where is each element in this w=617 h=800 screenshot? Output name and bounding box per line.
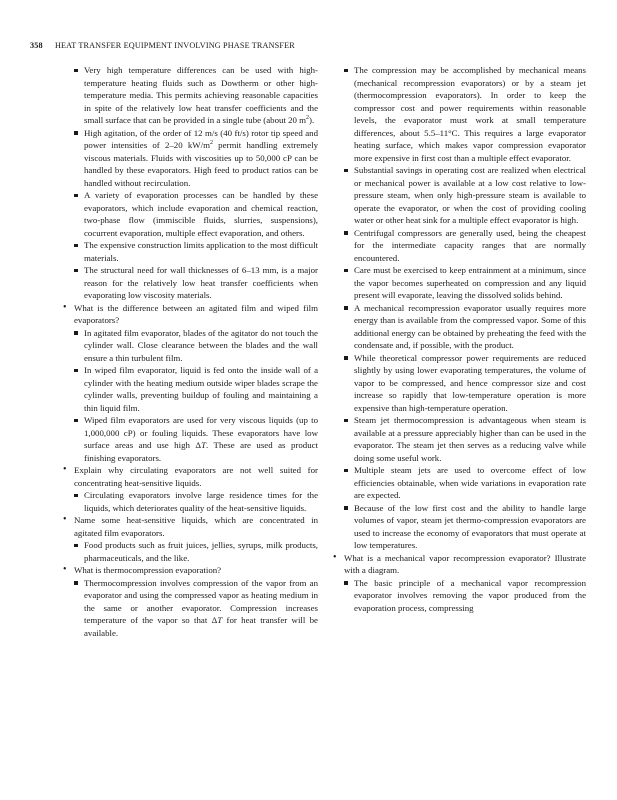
superscript: 2 bbox=[306, 115, 310, 122]
bullet-text: Centrifugal compressors are generally used, being the cheapest for the intermediate capacity ranges that are normally encountered. bbox=[354, 227, 586, 263]
bullet-text: Steam jet thermocompression is advantageous when steam is available at a pressure appreciably higher than can be used in the evaporator. The steam jet then serves as a reducing valve while doing some useful work. bbox=[354, 415, 586, 463]
question-text: What is a mechanical vapor recompression evaporator? Illustrate with a diagram. bbox=[344, 552, 586, 575]
bullet-text: Food products such as fruit juices, jellies, syrups, milk products, pharmaceuticals, and the like. bbox=[84, 540, 318, 563]
italic-symbol: T bbox=[201, 440, 207, 450]
bullet-text: The basic principle of a mechanical vapor recompression evaporator involves removing the vapor produced from the evaporation process, compressing bbox=[354, 577, 586, 613]
bullet-text: Because of the low first cost and the ability to handle large volumes of vapor, steam jet thermo-compression evaporators are used to increase the economy of evaporators that must operate at low temperatures. bbox=[354, 502, 586, 550]
question-text: Name some heat-sensitive liquids, which are concentrated in agitated film evaporators. bbox=[74, 515, 318, 538]
bullet-item bbox=[73, 239, 318, 264]
bullet-text: Care must be exercised to keep entrainment at a minimum, since the vapor becomes superheated on compression and any liquid present will evaporate, leaving the dissolved solids behind. bbox=[354, 265, 586, 300]
bullet-text: for heat transfer will be available. bbox=[84, 615, 318, 638]
bullet-item bbox=[343, 64, 586, 164]
bullet-item bbox=[343, 577, 586, 615]
bullet-group bbox=[62, 577, 318, 640]
question-item bbox=[332, 552, 586, 577]
bullet-group bbox=[62, 489, 318, 514]
bullet-text: Multiple steam jets are used to overcome effect of low efficiencies obtainable, when wide variations in evaporation rate are expected. bbox=[354, 465, 586, 500]
bullet-text: In wiped film evaporator, liquid is fed onto the inside wall of a cylinder with the heating medium outside wiper blades scrape the cylinder walls, preventing buildup of fouling and maintaining a thin liquid film. bbox=[84, 365, 318, 413]
bullet-group bbox=[332, 64, 586, 552]
bullet-item bbox=[343, 502, 586, 552]
bullet-item bbox=[73, 539, 318, 564]
bullet-text: While theoretical compressor power requirements are reduced slightly by using lower evaporating temperatures, the volume of vapor to be compressed, and hence compressor size and cost increase so rapidly that low-temperature operation is more expensive than high-temperature operation. bbox=[354, 352, 586, 413]
bullet-text: Circulating evaporators involve large residence times for the liquids, which deteriorates quality of the heat-sensitive liquids. bbox=[84, 490, 318, 513]
bullet-item bbox=[343, 464, 586, 502]
bullet-item bbox=[73, 414, 318, 464]
question-text: What is thermocompression evaporation? bbox=[74, 565, 222, 575]
bullet-text: Thermocompression involves compression of the vapor from an evaporator and using the compressed vapor as heating medium in the same or another evaporator. Compression increases temperature of the vapor so that Δ bbox=[84, 577, 318, 625]
bullet-text: In agitated film evaporator, blades of the agitator do not touch the cylinder wall. Close clearance between the blades and the wall ensure a thin turbulent film. bbox=[84, 327, 318, 363]
bullet-text: The expensive construction limits application to the most difficult materials. bbox=[84, 240, 318, 263]
bullet-item bbox=[73, 189, 318, 239]
bullet-group bbox=[62, 327, 318, 465]
bullet-group bbox=[332, 577, 586, 615]
running-header bbox=[30, 41, 590, 55]
bullet-group bbox=[62, 64, 318, 302]
page-number: 358 bbox=[30, 41, 43, 50]
question-text: Explain why circulating evaporators are not well suited for concentrating heat-sensitive liquids. bbox=[74, 465, 318, 488]
bullet-item bbox=[343, 264, 586, 302]
bullet-text: Very high temperature differences can be used with high-temperature heating fluids such as Dowtherm or other high-temperature media. This permits achieving reasonable capacities in spite of the relatively low heat transfer coefficients and the small surface that can be provided in a single tube (about 20 m bbox=[84, 65, 318, 125]
question-item bbox=[62, 564, 318, 577]
bullet-text: Wiped film evaporators are used for very viscous liquids (up to 1,000,000 cP) or fouling liquids. These evaporators have low surface areas and use high Δ bbox=[84, 415, 318, 450]
bullet-text: . These are used as product finishing evaporators. bbox=[84, 440, 318, 463]
bullet-item bbox=[73, 364, 318, 414]
bullet-text: The compression may be accomplished by mechanical means (mechanical recompression evaporators) or by a steam jet (thermocompression evaporators). In order to keep the compressor cost and power requirements within reasonable levels, the evaporator must work at small temperature differences, about 5.5–11°C. This requires a large evaporator heating surface, which makes vapor compression evaporator more expensive in first cost than a multiple effect evaporator. bbox=[354, 65, 586, 163]
bullet-item bbox=[73, 264, 318, 302]
running-title: HEAT TRANSFER EQUIPMENT INVOLVING PHASE TRANSFER bbox=[54, 41, 295, 50]
bullet-text: Substantial savings in operating cost are realized when electrical or mechanical power is available at a low cost relative to low-pressure steam, when only high-pressure steam is available to operate the evaporator, or when the cost of providing cooling water or other heat sink for a multiple effect evaporator is high. bbox=[354, 165, 586, 225]
question-text: What is the difference between an agitated film and wiped film evaporators? bbox=[74, 302, 318, 325]
bullet-text: The structural need for wall thicknesses of 6–13 mm, is a major reason for the relatively low heat transfer coefficients when evaporating low viscosity materials. bbox=[84, 265, 318, 300]
bullet-item bbox=[343, 302, 586, 352]
bullet-item bbox=[343, 227, 586, 265]
bullet-item bbox=[343, 164, 586, 227]
bullet-text: A variety of evaporation processes can be handled by these evaporators, which include evaporation and chemical reaction, two-phase flow (immiscible fluids, slurries, suspensions), cocurrent evaporation, multiple effect evaporation, and others. bbox=[84, 190, 318, 238]
bullet-item bbox=[73, 489, 318, 514]
question-item bbox=[62, 514, 318, 539]
right-column bbox=[332, 64, 586, 614]
left-column bbox=[62, 64, 318, 639]
superscript: 2 bbox=[209, 140, 213, 147]
bullet-item bbox=[73, 127, 318, 190]
bullet-item bbox=[73, 577, 318, 640]
bullet-group bbox=[62, 539, 318, 564]
question-item bbox=[62, 302, 318, 327]
bullet-item bbox=[73, 327, 318, 365]
italic-symbol: T bbox=[217, 615, 223, 625]
bullet-item bbox=[343, 352, 586, 415]
bullet-text: permit handling extremely viscous materials. Fluids with viscosities up to 50,000 cP can be handled by these evaporators. High feed to product ratios can be handled without recirculation. bbox=[84, 140, 318, 188]
bullet-item bbox=[343, 414, 586, 464]
bullet-text: High agitation, of the order of 12 m/s (40 ft/s) rotor tip speed and power intensities of 2–20 kW/m bbox=[84, 127, 318, 150]
bullet-text: ). bbox=[309, 115, 315, 125]
question-item bbox=[62, 464, 318, 489]
bullet-item bbox=[73, 64, 318, 127]
bullet-text: A mechanical recompression evaporator usually requires more energy than is available from the compressed vapor. Some of this additional energy can be obtained by preheating the feed with the condensate and, if possible, with the product. bbox=[354, 302, 586, 350]
